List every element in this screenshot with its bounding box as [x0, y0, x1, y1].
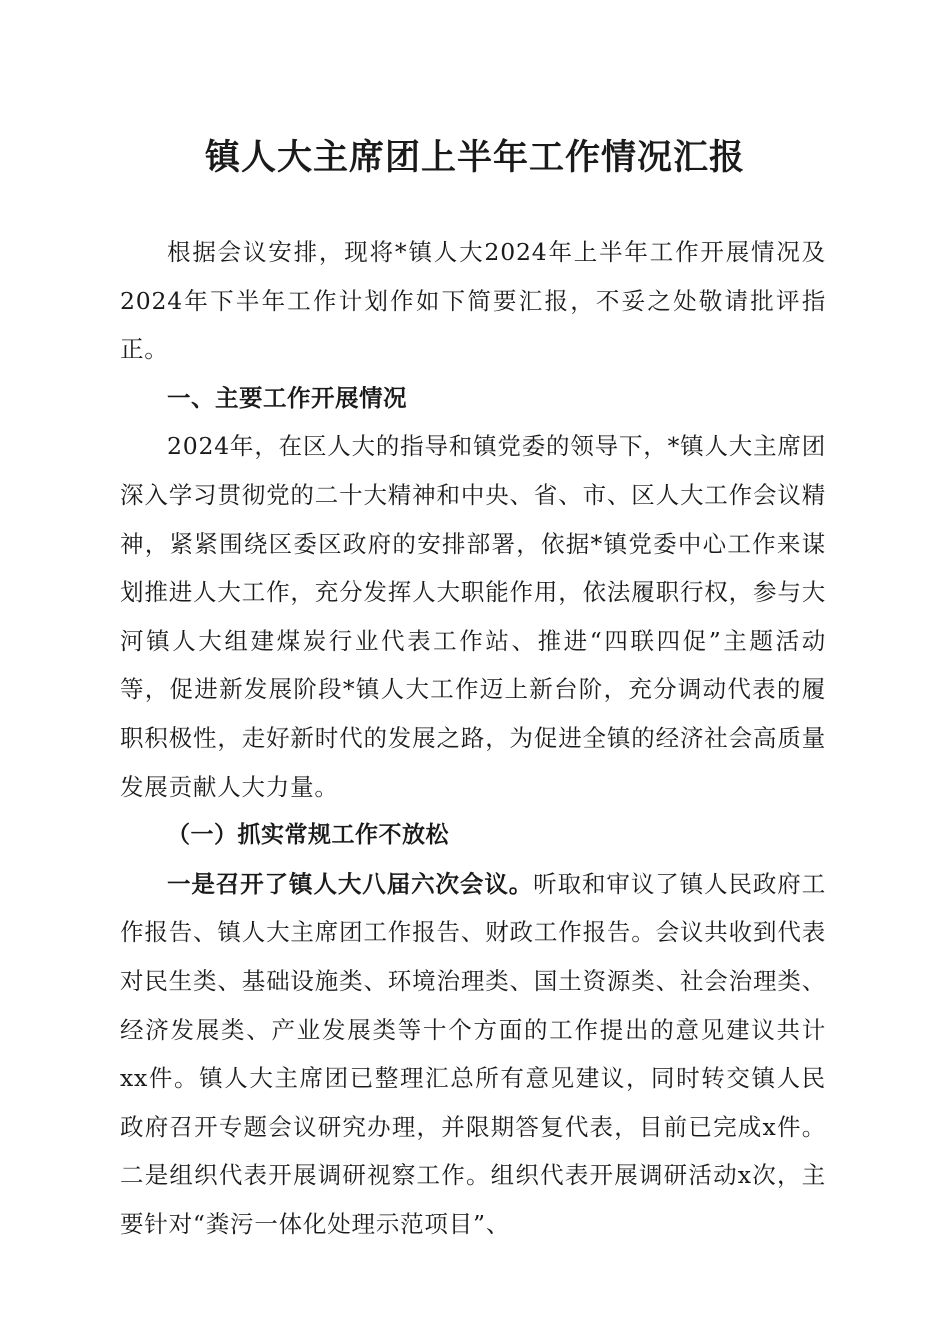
paragraph-body-text: 听取和审议了镇人民政府工作报告、镇人大主席团工作报告、财政工作报告。会议共收到代表对民生类、基础设施类、环境治理类、国土资源类、社会治理类、经济发展类、产业发展类等十个方面的工作提出的意见建议共计xx件。镇人大主席团已整理汇总所有意见建议，同时转交镇人民政府召开专题会议研究办理，并限期答复代表，目前已完成x件。二是组织代表开展调研视察工作。组织代表开展调研活动x次，主要针对“粪污一体化处理示范项目”、	[120, 869, 826, 1238]
intro-paragraph: 根据会议安排，现将*镇人大2024年上半年工作开展情况及2024年下半年工作计划作如下简要汇报，不妥之处敬请批评指正。	[120, 238, 826, 364]
document-body	[120, 228, 826, 1248]
section-paragraph-overview: 2024年，在区人大的指导和镇党委的领导下，*镇人大主席团深入学习贯彻党的二十大精神和中央、省、市、区人大工作会议精神，紧紧围绕区委区政府的安排部署，依据*镇党委中心工作来谋划推进人大工作，充分发挥人大职能作用，依法履职行权，参与大河镇人大组建煤炭行业代表工作站、推进“四联四促”主题活动等，促进新发展阶段*镇人大工作迈上新台阶，充分调动代表的履职积极性，走好新时代的发展之路，为促进全镇的经济社会高质量发展贡献人大力量。	[120, 432, 826, 801]
document-title: 镇人大主席团上半年工作情况汇报	[204, 137, 745, 178]
subsection-paragraph-routine-work	[120, 860, 826, 1249]
section-heading-main-work: 一、主要工作开展情况	[167, 383, 407, 412]
subsection-heading-routine-work: （一）抓实常规工作不放松	[167, 821, 449, 849]
paragraph-lead-phrase: 一是召开了镇人大八届六次会议。	[167, 869, 534, 898]
